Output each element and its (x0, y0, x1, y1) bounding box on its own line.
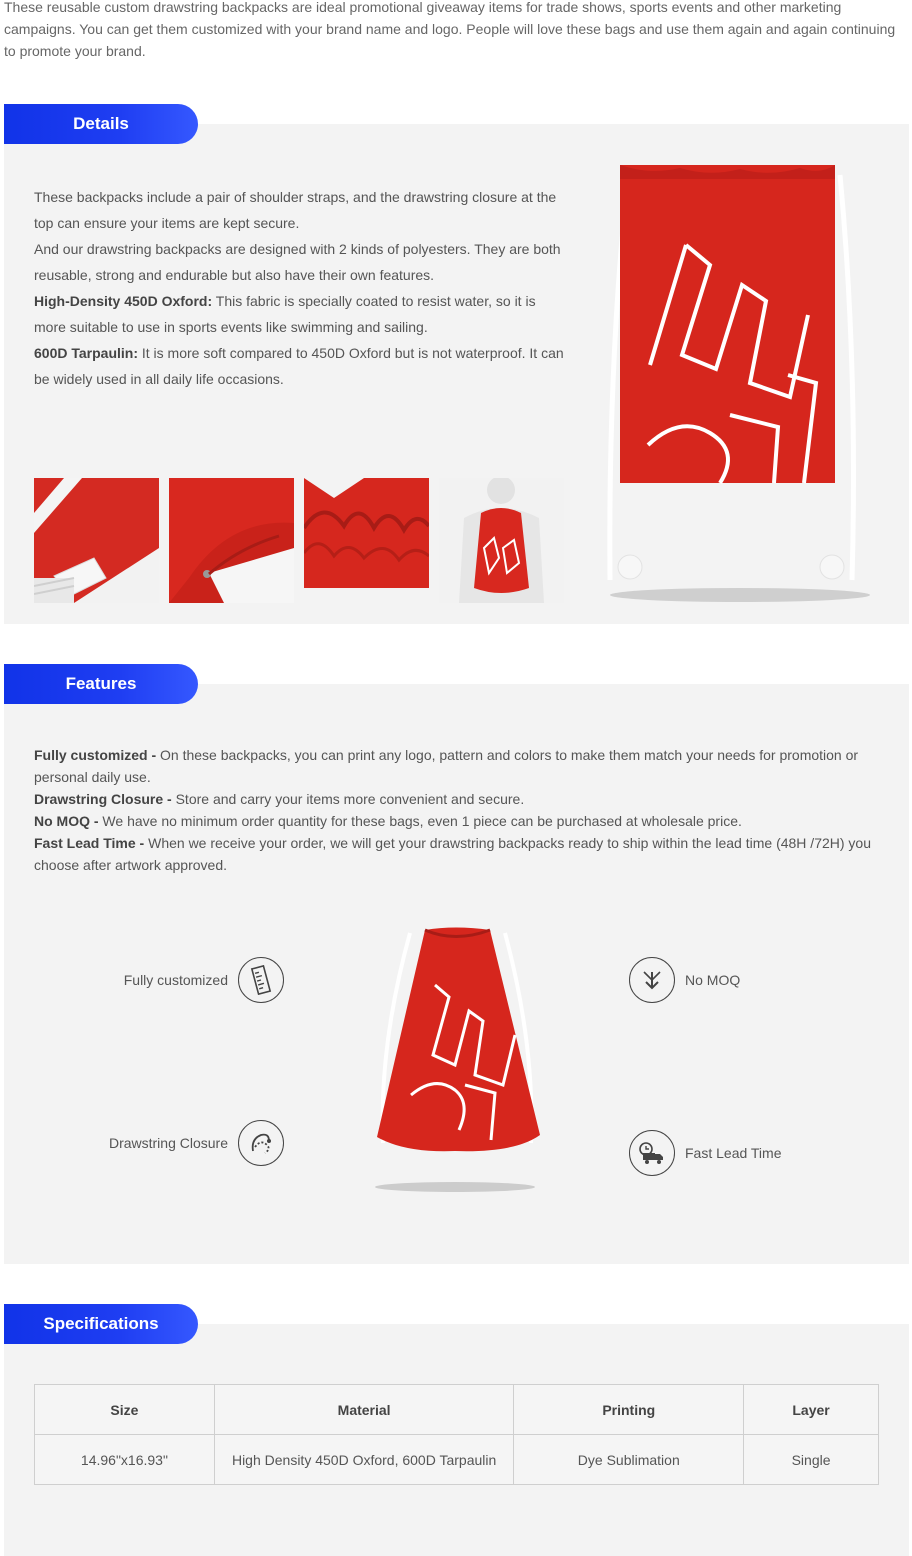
feature-drawstring-closure (109, 1120, 284, 1166)
details-para-1: These backpacks include a pair of shoulder straps, and the drawstring closure at the top can ensure your items are kept secure. (34, 189, 557, 231)
thumb-corner-detail[interactable] (34, 478, 159, 603)
tarpaulin-label: 600D Tarpaulin: (34, 345, 138, 361)
feature-label: No MOQ - (34, 813, 99, 829)
fully-customized-label: Fully customized (123, 972, 228, 988)
feature-no-moq (629, 957, 740, 1003)
feature-label: Fully customized - (34, 747, 157, 763)
table-cell: Dye Sublimation (514, 1435, 744, 1485)
features-tab: Features (4, 664, 198, 704)
table-cell: High Density 450D Oxford, 600D Tarpaulin (214, 1435, 514, 1485)
fast-lead-time-label: Fast Lead Time (685, 1145, 782, 1161)
details-text (34, 184, 569, 392)
table-header: Material (214, 1385, 514, 1435)
ruler-icon (238, 957, 284, 1003)
feature-desc: On these backpacks, you can print any logo, pattern and colors to make them match your needs for promotion or personal daily use. (34, 747, 859, 785)
feature-label: Fast Lead Time - (34, 835, 145, 851)
oxford-label: High-Density 450D Oxford: (34, 293, 213, 309)
feature-line (34, 744, 884, 788)
feature-line (34, 788, 884, 810)
table-header-row (35, 1385, 879, 1435)
table-header: Printing (514, 1385, 744, 1435)
table-header: Layer (744, 1385, 879, 1435)
thumb-drawstring-gather[interactable] (304, 478, 429, 603)
table-cell: Single (744, 1435, 879, 1485)
details-oxford (34, 288, 569, 340)
details-para-2: And our drawstring backpacks are designed with 2 kinds of polyesters. They are both reusable, strong and endurable but also have their own features. (34, 241, 561, 283)
feature-bag-image (365, 925, 545, 1195)
drawstring-closure-label: Drawstring Closure (108, 1135, 228, 1151)
feature-desc: We have no minimum order quantity for these bags, even 1 piece can be purchased at wholesale price. (98, 813, 742, 829)
delivery-truck-icon (629, 1130, 675, 1176)
feature-line (34, 832, 884, 876)
feature-desc: Store and carry your items more convenient and secure. (171, 791, 525, 807)
features-text (34, 744, 884, 876)
specifications-tab: Specifications (4, 1304, 198, 1344)
feature-fast-lead-time (629, 1130, 782, 1176)
rope-icon (238, 1120, 284, 1166)
feature-label: Drawstring Closure - (34, 791, 172, 807)
feature-desc: When we receive your order, we will get your drawstring backpacks ready to ship within the lead time (48H /72H) you choose after artwork approved. (34, 835, 871, 873)
feature-fully-customized (124, 957, 284, 1003)
specifications-table (34, 1384, 879, 1485)
table-header: Size (35, 1385, 215, 1435)
table-row (35, 1435, 879, 1485)
thumb-model-wearing[interactable] (439, 478, 564, 603)
oxford-text: This fabric is specially coated to resist water, so it is more suitable to use in sports events like swimming and sailing. (34, 293, 536, 335)
tarpaulin-text: It is more soft compared to 450D Oxford but is not waterproof. It can be widely used in all daily life occasions. (34, 345, 564, 387)
down-arrow-icon (629, 957, 675, 1003)
details-tab: Details (4, 104, 198, 144)
intro-paragraph: These reusable custom drawstring backpacks are ideal promotional giveaway items for trade shows, sports events and other marketing campaigns. You can get them customized with your brand name and logo. People will love these bags and use them again and again continuing to promote your brand. (4, 0, 896, 59)
table-cell: 14.96"x16.93" (35, 1435, 215, 1485)
details-tarpaulin (34, 340, 569, 392)
thumb-grommet-detail[interactable] (169, 478, 294, 603)
feature-line (34, 810, 884, 832)
main-bag-image (590, 165, 880, 605)
no-moq-label: No MOQ (685, 972, 741, 988)
